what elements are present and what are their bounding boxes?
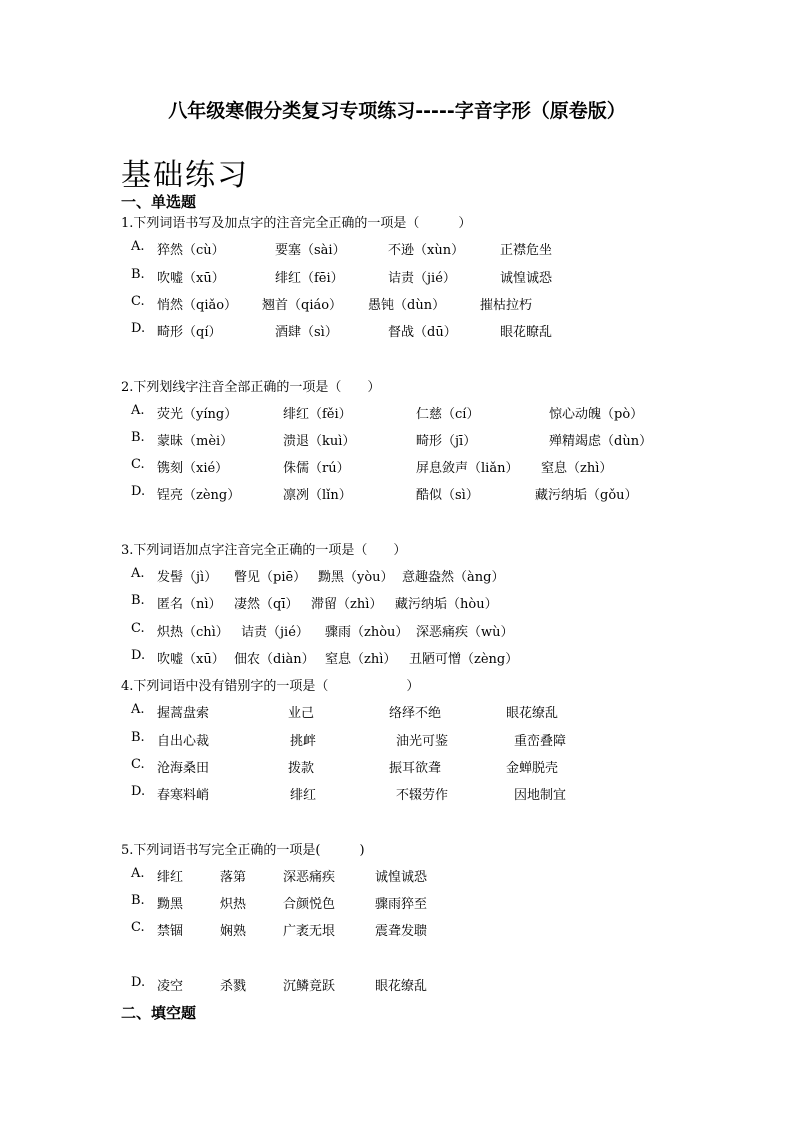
option-word: 佃农（diàn） <box>234 652 315 667</box>
option-word: 仁慈（cí） <box>416 407 480 422</box>
option-word: 绯红（fēi） <box>275 271 344 286</box>
option-letter: B. <box>131 893 145 908</box>
option-letter: A. <box>131 566 145 581</box>
option-word: 督战（dū） <box>388 325 457 340</box>
section-fill-in: 二、填空题 <box>121 1004 197 1022</box>
option-word: 藏污纳垢（hòu） <box>395 597 498 612</box>
option-word: 眼花缭乱 <box>506 706 559 721</box>
option-word: 不逊（xùn） <box>388 243 465 258</box>
option-letter: A. <box>131 702 145 717</box>
option-word: 不辍劳作 <box>396 788 449 803</box>
question-4-stem: 4.下列词语中没有错别字的一项是（ ） <box>121 679 420 694</box>
option-word: 拨款 <box>288 761 315 776</box>
question-5-stem: 5.下列词语书写完全正确的一项是( ) <box>121 843 365 858</box>
option-word: 合颜悦色 <box>283 897 336 912</box>
option-word: 绯红（fěi） <box>283 407 352 422</box>
option-word: 广袤无垠 <box>283 924 336 939</box>
option-word: 畸形（jī） <box>416 434 477 449</box>
option-word: 酒肆（sì） <box>275 325 338 340</box>
option-word: 惊心动魄（pò） <box>549 407 644 422</box>
page-title: 八年级寒假分类复习专项练习-----字音字形（原卷版） <box>168 100 626 122</box>
option-word: 深恶痛疾 <box>283 870 336 885</box>
option-word: 绯红 <box>290 788 317 803</box>
option-word: 骤雨（zhòu） <box>325 625 409 640</box>
option-word: 落第 <box>220 870 247 885</box>
option-word: 翘首（qiáo） <box>262 298 343 313</box>
option-word: 骤雨猝至 <box>375 897 428 912</box>
option-word: 沧海桑田 <box>157 761 210 776</box>
option-word: 愚钝（dùn） <box>368 298 446 313</box>
option-word: 藏污纳垢（gǒu） <box>535 488 638 503</box>
option-word: 侏儒（rú） <box>283 461 350 476</box>
option-word: 金蝉脱壳 <box>506 761 559 776</box>
option-word: 悄然（qiǎo） <box>157 298 238 313</box>
option-word: 屏息敛声（liǎn） <box>416 461 519 476</box>
option-word: 意趣盎然（àng） <box>402 570 505 585</box>
option-word: 猝然（cù） <box>157 243 225 258</box>
option-word: 业己 <box>288 706 315 721</box>
option-word: 眼花瞭乱 <box>500 325 553 340</box>
option-word: 要塞（sài） <box>275 243 346 258</box>
option-word: 滞留（zhì） <box>311 597 383 612</box>
option-word: 娴熟 <box>220 924 247 939</box>
option-word: 炽热 <box>220 897 247 912</box>
option-word: 酷似（sì） <box>416 488 479 503</box>
option-letter: C. <box>131 621 145 636</box>
option-word: 沉鳞竟跃 <box>283 979 336 994</box>
option-word: 窒息（zhì） <box>541 461 613 476</box>
option-word: 黝黑 <box>157 897 184 912</box>
option-letter: C. <box>131 757 145 772</box>
option-word: 吹嘘（xū） <box>157 271 225 286</box>
question-1-stem: 1.下列词语书写及加点字的注音完全正确的一项是（ ） <box>121 216 472 231</box>
option-letter: D. <box>131 784 146 799</box>
option-word: 眼花缭乱 <box>375 979 428 994</box>
option-word: 摧枯拉朽 <box>480 298 533 313</box>
option-word: 振耳欲聋 <box>389 761 442 776</box>
option-word: 窒息（zhì） <box>325 652 397 667</box>
option-word: 重峦叠障 <box>514 734 567 749</box>
option-letter: D. <box>131 975 146 990</box>
option-word: 镌刻（xié） <box>157 461 229 476</box>
option-letter: A. <box>131 866 145 881</box>
option-word: 诘责（jié） <box>388 271 456 286</box>
option-word: 诚惶诚恐 <box>375 870 428 885</box>
option-word: 炽热（chì） <box>157 625 229 640</box>
option-letter: D. <box>131 321 146 336</box>
option-letter: A. <box>131 403 145 418</box>
section-single-choice: 一、单选题 <box>121 193 197 211</box>
option-word: 瞥见（piē） <box>234 570 307 585</box>
option-word: 吹嘘（xū） <box>157 652 225 667</box>
option-word: 黝黑（yòu） <box>318 570 394 585</box>
option-word: 凄然（qī） <box>234 597 299 612</box>
option-letter: B. <box>131 430 145 445</box>
option-word: 禁锢 <box>157 924 184 939</box>
option-word: 杀戮 <box>220 979 247 994</box>
question-3-stem: 3.下列词语加点字注音完全正确的一项是（ ） <box>121 543 407 558</box>
option-letter: C. <box>131 457 145 472</box>
option-word: 正襟危坐 <box>500 243 553 258</box>
option-word: 深恶痛疾（wù） <box>416 625 514 640</box>
option-word: 挑衅 <box>290 734 317 749</box>
option-word: 匿名（nì） <box>157 597 222 612</box>
option-word: 因地制宜 <box>514 788 567 803</box>
option-word: 殚精竭虑（dùn） <box>549 434 653 449</box>
option-letter: A. <box>131 239 145 254</box>
option-word: 畸形（qí） <box>157 325 222 340</box>
option-word: 自出心裁 <box>157 734 210 749</box>
option-word: 诚惶诚恐 <box>500 271 553 286</box>
option-word: 震聋发聩 <box>375 924 428 939</box>
option-word: 绯红 <box>157 870 184 885</box>
option-letter: B. <box>131 267 145 282</box>
option-word: 丑陋可憎（zèng） <box>409 652 519 667</box>
option-word: 凌空 <box>157 979 184 994</box>
option-letter: C. <box>131 294 145 309</box>
option-word: 凛冽（lǐn） <box>283 488 352 503</box>
option-word: 握蒿盘索 <box>157 706 210 721</box>
option-word: 络绎不绝 <box>389 706 442 721</box>
option-letter: D. <box>131 484 146 499</box>
option-letter: B. <box>131 593 145 608</box>
section-heading: 基础练习 <box>121 158 249 193</box>
question-2-stem: 2.下列划线字注音全部正确的一项是（ ） <box>121 380 381 395</box>
option-letter: B. <box>131 730 145 745</box>
option-letter: C. <box>131 920 145 935</box>
option-word: 发髻（jì） <box>157 570 218 585</box>
option-word: 油光可鉴 <box>396 734 449 749</box>
option-word: 蒙昧（mèi） <box>157 434 234 449</box>
option-word: 春寒料峭 <box>157 788 210 803</box>
option-word: 溃退（kuì） <box>283 434 356 449</box>
option-word: 锃亮（zèng） <box>157 488 241 503</box>
option-word: 诘责（jié） <box>241 625 309 640</box>
option-word: 荧光（yíng） <box>157 407 238 422</box>
option-letter: D. <box>131 648 146 663</box>
